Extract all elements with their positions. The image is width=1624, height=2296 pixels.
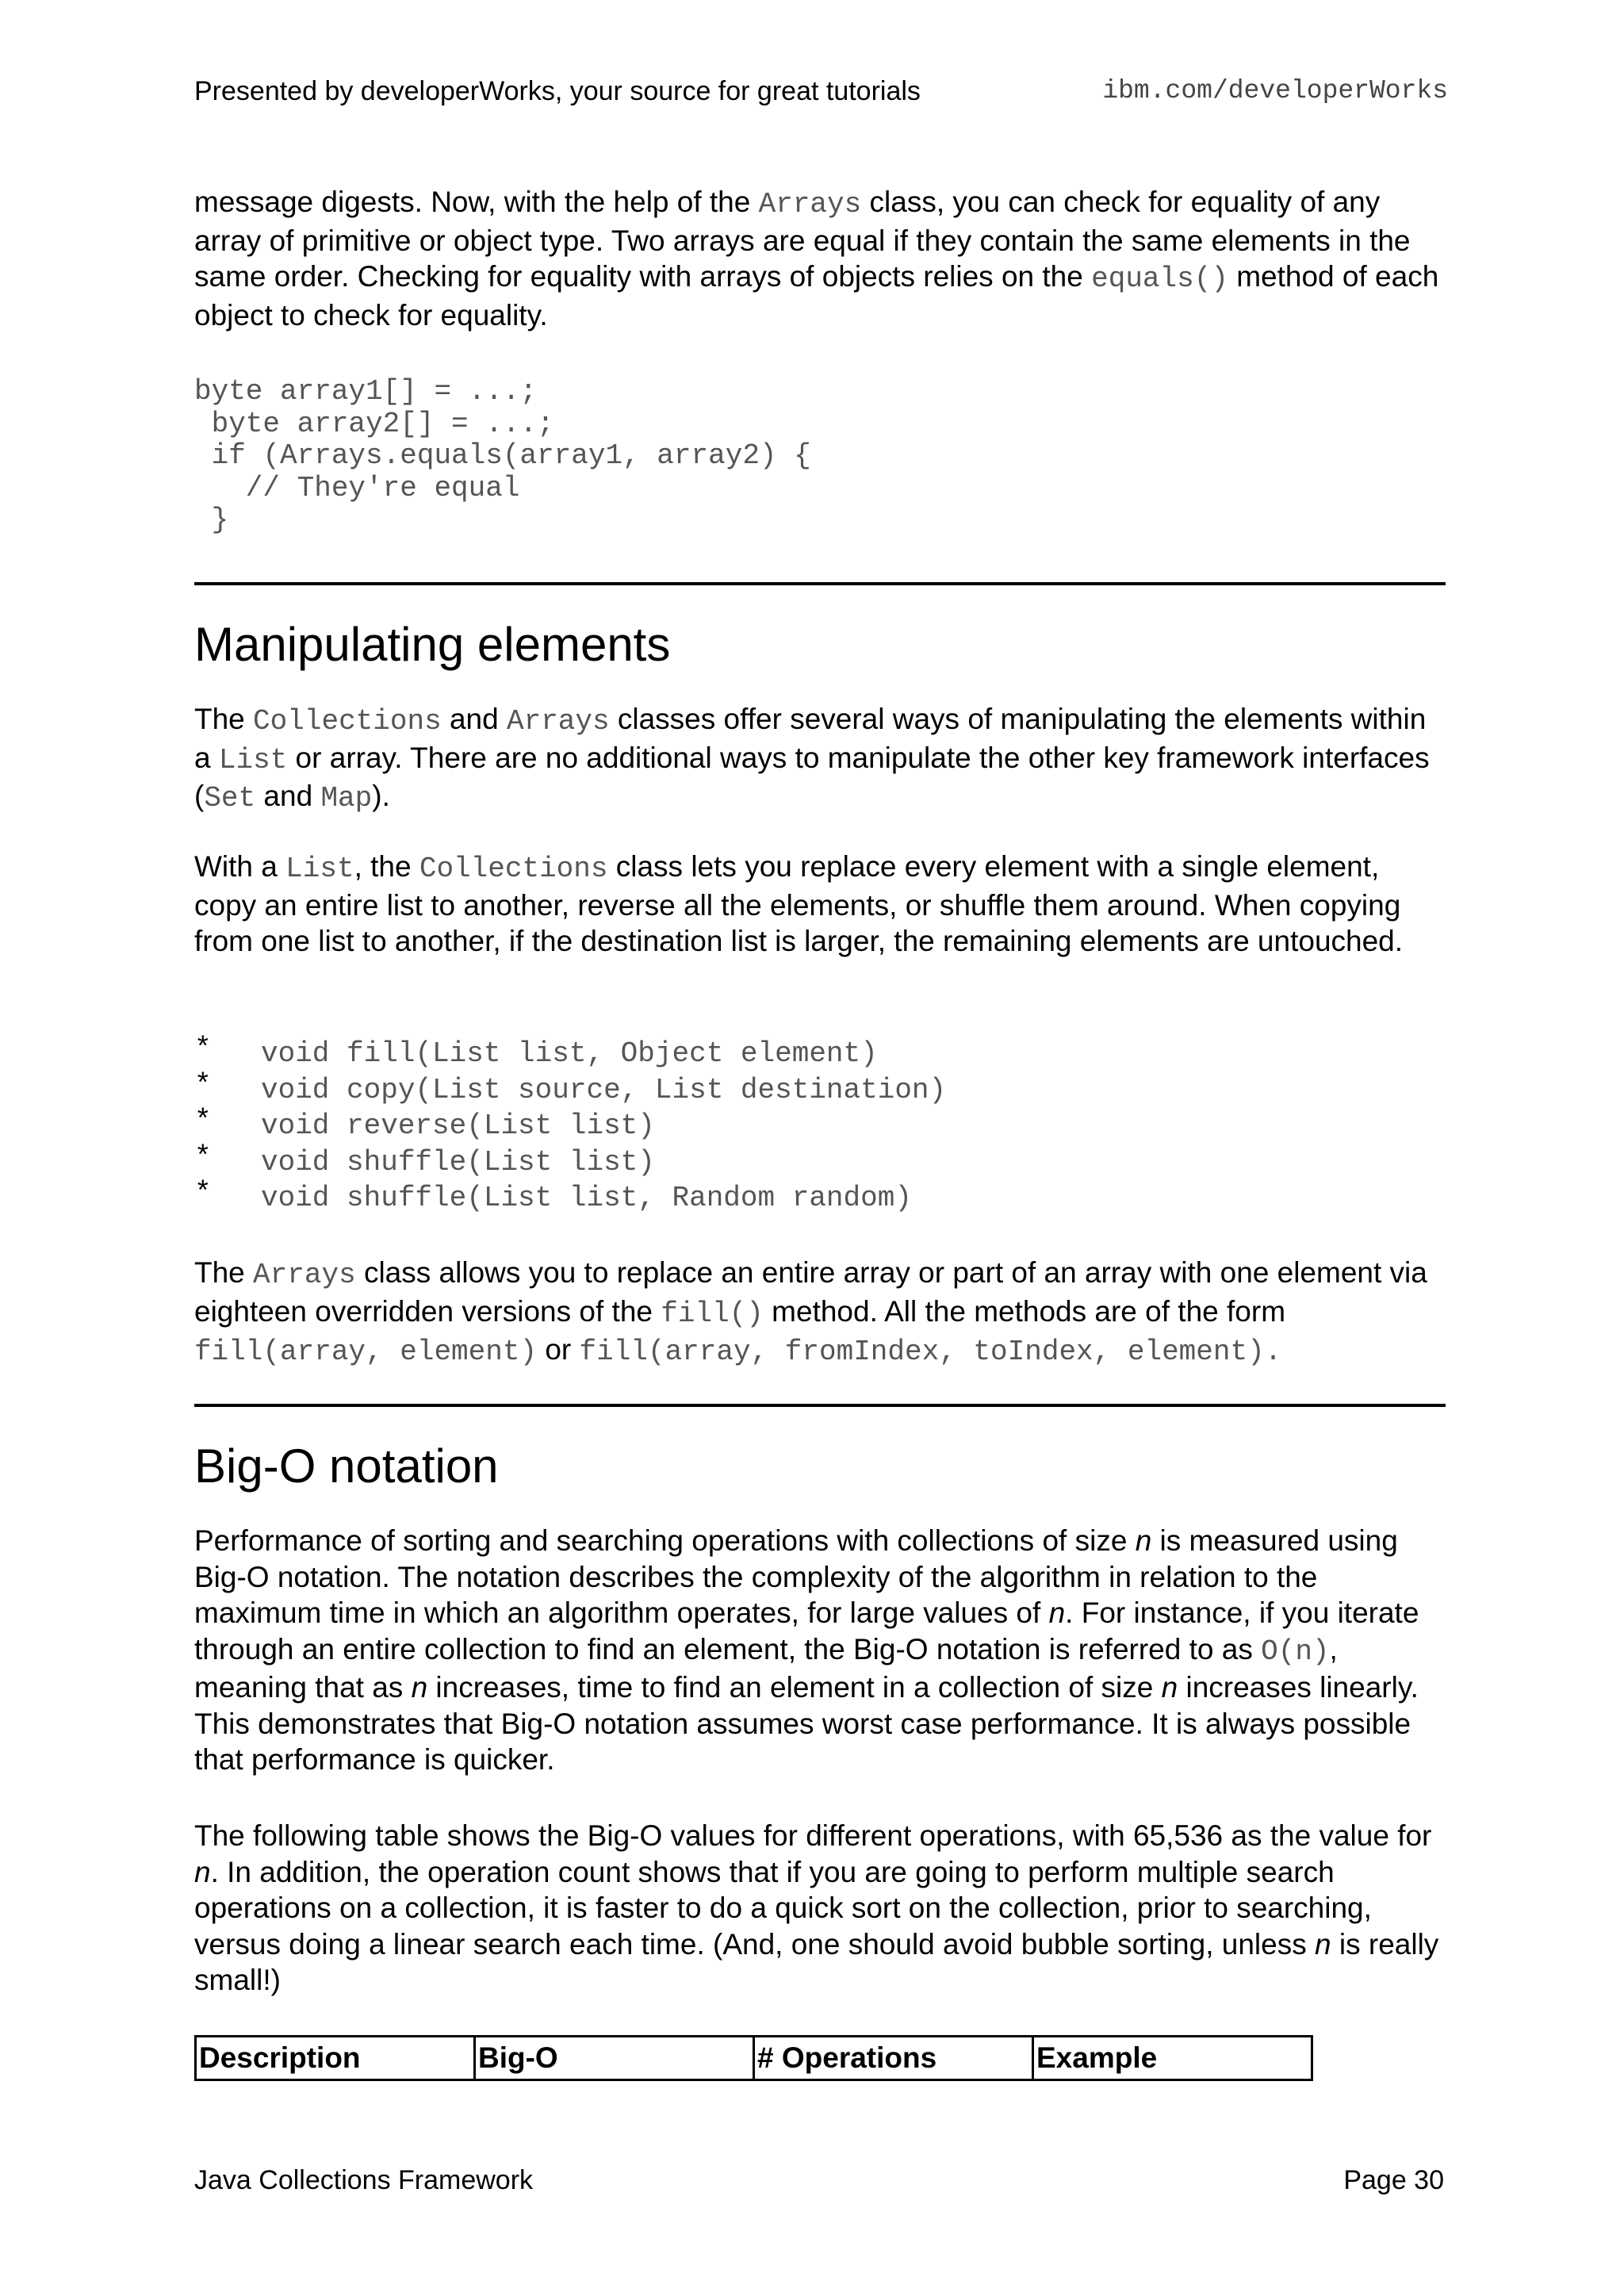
list-item: [194, 1105, 946, 1144]
inline-code: fill(array, element): [194, 1336, 538, 1368]
method-list: [194, 1033, 947, 1217]
method-signature: void reverse(List list): [261, 1110, 655, 1143]
inline-code: Collections: [253, 705, 442, 738]
list-item: [194, 1140, 946, 1181]
bigo-table: [194, 2035, 1313, 2081]
table-header-cell: # Operations: [754, 2037, 1033, 2080]
table-header-cell: Big-O: [475, 2037, 754, 2080]
section-divider: [194, 582, 1446, 585]
bigo-paragraph-1: Performance of sorting and searching operations with collections of size n is measured using Big-O notation. The notation describes the complexity of the algorithm in relation to the maximum time in which an algorithm operates, for large values of n. For instance, if you iterate through an entire collection to find an element, the Big-O notation is referred to as O(n), meaning that as n increases, time to find an element in a collection of size n increases linearly. This demonstrates that Big-O notation assumes worst case performance. It is always possible that performance is quicker.: [194, 1524, 1419, 1776]
page-footer-title: Java Collections Framework: [194, 2165, 534, 2195]
section-heading-bigo: Big-O notation: [194, 1439, 499, 1493]
page-header-site[interactable]: ibm.com/developerWorks: [1102, 76, 1448, 105]
section-heading-manipulating: Manipulating elements: [194, 618, 671, 671]
list-item: [194, 1033, 946, 1072]
page-header-title: Presented by developerWorks, your source for great tutorials: [194, 76, 921, 106]
list-item: [194, 1068, 947, 1109]
inline-code: Map: [320, 782, 373, 815]
inline-code: Set: [204, 782, 256, 815]
bullet-marker: *: [194, 1140, 212, 1174]
bullet-marker: *: [194, 1068, 212, 1102]
table-header-cell: Description: [196, 2037, 475, 2080]
method-signature: void shuffle(List list, Random random): [261, 1182, 912, 1215]
table-header-row: [196, 2037, 1312, 2080]
bullet-marker: *: [194, 1033, 212, 1066]
intro-paragraph: message digests. Now, with the help of the Arrays class, you can check for equality of any array of primitive or object type. Two arrays are equal if they contain the same elements in the same order. Checking for equality with arrays of objects relies on the equals() method of each object to check for equality.: [194, 186, 1439, 332]
method-signature: void shuffle(List list): [261, 1145, 655, 1179]
manip-paragraph-1: The Collections and Arrays classes offer several ways of manipulating the elements within a List or array. There are no additional ways to manipulate the other key framework interfaces (Set and Map).: [194, 703, 1430, 815]
inline-code: Arrays: [253, 1259, 356, 1291]
inline-code: List: [218, 743, 288, 776]
inline-code: Collections: [419, 853, 608, 885]
inline-code: Arrays: [506, 705, 610, 738]
manip-paragraph-2: With a List, the Collections class lets you replace every element with a single element, copy an entire list to another, reverse all the elements, or shuffle them around. When copying from one list to another, if the destination list is larger, the remaining elements are untouched.: [194, 850, 1404, 957]
section-divider: [194, 1404, 1446, 1407]
inline-code: fill(array, fromIndex, toIndex, element).: [579, 1336, 1282, 1368]
code-example: byte array1[] = ...; byte array2[] = ...; if (Arrays.equals(array1, array2) { // They're equal }: [194, 375, 811, 536]
bigo-paragraph-2: The following table shows the Big-O values for different operations, with 65,536 as the value for n. In addition, the operation count shows that if you are going to perform multiple search operations on a collection, it is faster to do a quick sort on the collection, prior to searching, versus doing a linear search each time. (And, one should avoid bubble sorting, unless n is really small!): [194, 1819, 1439, 1996]
bullet-marker: *: [194, 1105, 212, 1138]
inline-code: Arrays: [758, 188, 862, 220]
list-item: [194, 1177, 946, 1217]
manip-paragraph-3: The Arrays class allows you to replace an entire array or part of an array with one element via eighteen overridden versions of the fill() method. All the methods are of the form fill(array, element) or fill(array, fromIndex, toIndex, element).: [194, 1256, 1427, 1368]
inline-code: List: [285, 853, 354, 885]
inline-code: equals(): [1091, 263, 1228, 295]
method-signature: void copy(List source, List destination): [261, 1073, 947, 1106]
inline-code: O(n): [1261, 1635, 1330, 1668]
inline-code: fill(): [661, 1297, 764, 1330]
method-signature: void fill(List list, Object element): [261, 1037, 878, 1071]
table-header-cell: Example: [1033, 2037, 1312, 2080]
page-number: Page 30: [1343, 2165, 1444, 2195]
bullet-marker: *: [194, 1177, 212, 1210]
